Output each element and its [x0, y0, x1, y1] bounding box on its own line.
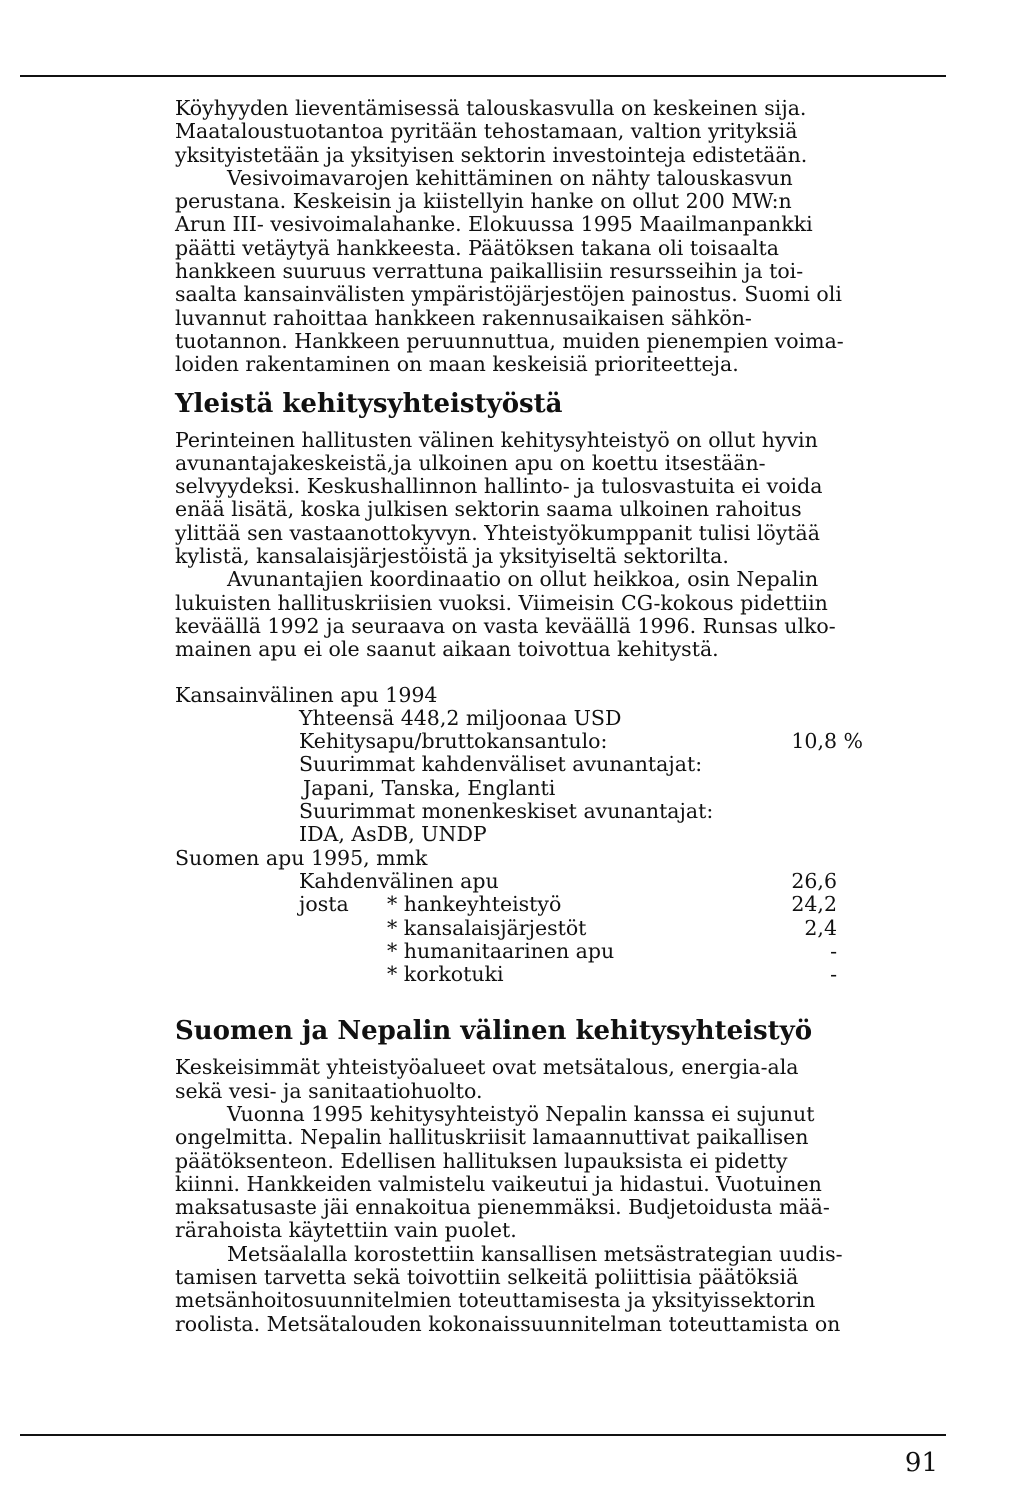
finland-nepal-paragraph-1 — [175, 1056, 875, 1103]
text-line: enää lisätä, koska julkisen sektorin saama ulkoinen rahoitus — [175, 497, 802, 522]
text-line: päätöksenteon. Edellisen hallituksen lupauksista ei pidetty — [175, 1148, 788, 1173]
text-line: Köyhyyden lieventämisessä talouskasvulla on keskeinen sija. — [175, 96, 807, 120]
stats-row — [175, 823, 875, 846]
stats-row — [175, 963, 875, 986]
finland-nepal-paragraph-3 — [175, 1243, 875, 1336]
text-line: maksatusaste jäi ennakoitua pienemmäksi. Budjetoidusta mää- — [175, 1195, 830, 1220]
text-line: Perinteinen hallitusten välinen kehitysyhteistyö on ollut hyvin — [175, 427, 818, 452]
text-line: avunantajakeskeistä,ja ulkoinen apu on koettu itsestään- — [175, 450, 766, 475]
aid-item-value: 24,2 — [791, 892, 837, 917]
general-paragraph-2 — [175, 568, 875, 661]
stats-row — [175, 800, 875, 823]
of-which-label: josta — [299, 892, 349, 917]
text-line: tamisen tarvetta sekä toivottiin selkeitä poliittisia päätöksiä — [175, 1265, 799, 1290]
text-line: Maataloustuotantoa pyritään tehostamaan, valtion yrityksiä — [175, 119, 798, 144]
bilateral-aid-label: Kahdenvälinen apu — [299, 868, 499, 893]
section-heading-finland-nepal: Suomen ja Nepalin välinen kehitysyhteistyö — [175, 1016, 813, 1047]
text-line: luvannut rahoittaa hankkeen rakennusaikaisen sähkön- — [175, 305, 752, 330]
stats-row — [175, 870, 875, 893]
aid-item-label: * hankeyhteistyö — [387, 892, 562, 917]
text-line: sekä vesi- ja sanitaatiohuolto. — [175, 1078, 483, 1103]
top-rule — [20, 75, 946, 77]
text-line: keväällä 1992 ja seuraava on vasta keväällä 1996. Runsas ulko- — [175, 613, 836, 638]
text-line: metsänhoitosuunnitelmien toteuttamisesta ja yksityissektorin — [175, 1288, 816, 1313]
stats-row — [175, 707, 875, 730]
finland-nepal-paragraph-2 — [175, 1103, 875, 1243]
text-line: loiden rakentaminen on maan keskeisiä prioriteetteja. — [175, 352, 739, 377]
text-line: roolista. Metsätalouden kokonaissuunnitelman toteuttamista on — [175, 1311, 841, 1336]
text-line: Avunantajien koordinaatio on ollut heikkoa, osin Nepalin — [227, 567, 819, 592]
gdp-ratio-label: Kehitysapu/bruttokansantulo: — [299, 729, 608, 754]
finland-aid-heading: Suomen apu 1995, mmk — [175, 845, 428, 870]
aid-item-label: * korkotuki — [387, 962, 504, 987]
text-line: tuotannon. Hankkeen peruunnuttua, muiden pienempien voima- — [175, 328, 844, 353]
text-line: kiinni. Hankkeiden valmistelu vaikeutui ja hidastui. Vuotuinen — [175, 1171, 822, 1196]
text-line: hankkeen suuruus verrattuna paikallisiin resursseihin ja toi- — [175, 259, 804, 284]
text-line: ongelmitta. Nepalin hallituskriisit lamaannuttivat paikallisen — [175, 1125, 809, 1150]
gdp-ratio-value: 10,8 % — [791, 729, 863, 754]
text-line: lukuisten hallituskriisien vuoksi. Viimeisin CG-kokous pidettiin — [175, 590, 828, 615]
text-line: perustana. Keskeisin ja kiistellyin hanke on ollut 200 MW:n — [175, 189, 792, 214]
intl-aid-heading: Kansainvälinen apu 1994 — [175, 682, 438, 707]
stats-row — [175, 893, 875, 916]
intro-paragraph — [175, 97, 875, 377]
text-line: Vuonna 1995 kehitysyhteistyö Nepalin kanssa ei sujunut — [227, 1101, 815, 1126]
stats-row — [175, 684, 875, 707]
page-number: 91 — [904, 1448, 938, 1478]
aid-item-value: - — [830, 962, 837, 987]
aid-item-value: 2,4 — [804, 915, 837, 940]
general-paragraph-1 — [175, 429, 875, 569]
text-line: Arun III- vesivoimalahanke. Elokuussa 1995 Maailmanpankki — [175, 212, 813, 237]
text-line: kylistä, kansalaisjärjestöistä ja yksityiseltä sektorilta. — [175, 544, 729, 569]
bilateral-aid-value: 26,6 — [791, 868, 837, 893]
text-line: Vesivoimavarojen kehittäminen on nähty talouskasvun — [227, 165, 793, 190]
aid-item-value: - — [830, 938, 837, 963]
text-line: saalta kansainvälisten ympäristöjärjestöjen painostus. Suomi oli — [175, 282, 842, 307]
page-content — [175, 97, 875, 1336]
multilateral-donors-list: IDA, AsDB, UNDP — [299, 822, 487, 847]
aid-statistics-box — [175, 684, 875, 987]
bilateral-donors-list: Japani, Tanska, Englanti — [303, 775, 556, 800]
stats-row — [175, 777, 875, 800]
text-line: rärahoista käytettiin vain puolet. — [175, 1218, 517, 1243]
text-line: selvyydeksi. Keskushallinnon hallinto- ja tulosvastuita ei voida — [175, 474, 823, 499]
stats-row — [175, 917, 875, 940]
text-line: yksityistetään ja yksityisen sektorin investointeja edistetään. — [175, 142, 808, 167]
bottom-rule — [20, 1434, 946, 1436]
text-line: Metsäalalla korostettiin kansallisen metsästrategian uudis- — [227, 1241, 843, 1266]
text-line: ylittää sen vastaanottokyvyn. Yhteistyökumppanit tulisi löytää — [175, 520, 820, 545]
text-line: mainen apu ei ole saanut aikaan toivottua kehitystä. — [175, 637, 719, 662]
stats-row — [175, 753, 875, 776]
aid-item-label: * kansalaisjärjestöt — [387, 915, 587, 940]
section-heading-general: Yleistä kehitysyhteistyöstä — [175, 388, 563, 419]
stats-row — [175, 847, 875, 870]
aid-item-label: * humanitaarinen apu — [387, 938, 615, 963]
multilateral-donors-label: Suurimmat monenkeskiset avunantajat: — [299, 799, 714, 824]
bilateral-donors-label: Suurimmat kahdenväliset avunantajat: — [299, 752, 703, 777]
stats-row — [175, 940, 875, 963]
text-line: päätti vetäytyä hankkeesta. Päätöksen takana oli toisaalta — [175, 235, 779, 260]
total-aid: Yhteensä 448,2 miljoonaa USD — [299, 705, 622, 730]
text-line: Keskeisimmät yhteistyöalueet ovat metsätalous, energia-ala — [175, 1055, 799, 1080]
stats-row — [175, 730, 875, 753]
